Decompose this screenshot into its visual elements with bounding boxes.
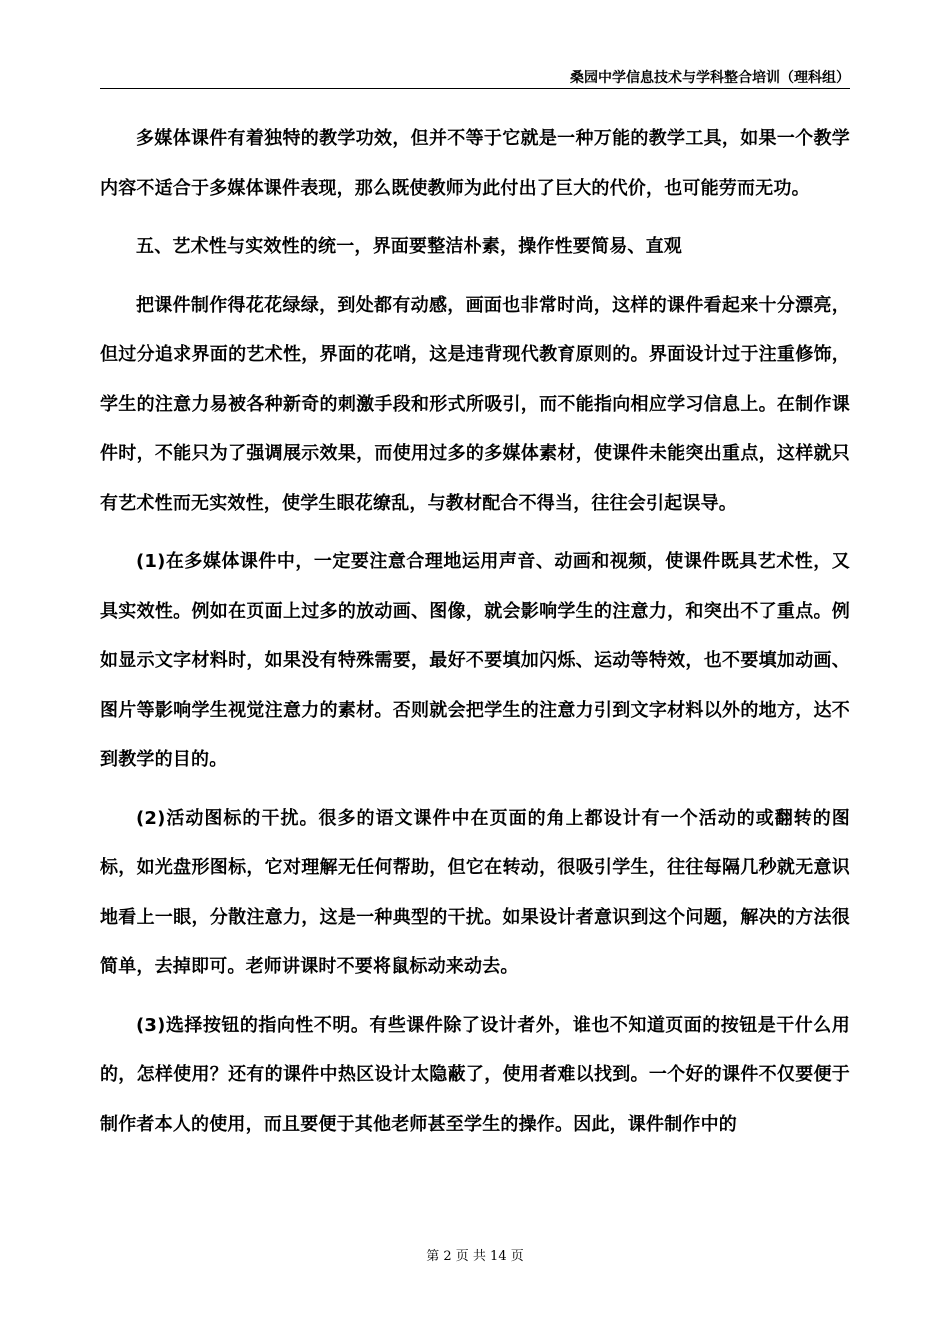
section-heading-5: 五、艺术性与实效性的统一，界面要整洁朴素，操作性要简易、直观 (136, 236, 682, 257)
page-number-footer: 第 2 页 共 14 页 (426, 1249, 524, 1264)
header-divider (100, 88, 850, 89)
paragraph-1: 多媒体课件有着独特的教学功效，但并不等于它就是一种万能的教学工具，如果一个教学内容不适合于多媒体课件表现，那么既使教师为此付出了巨大的代价，也可能劳而无功。 (100, 128, 850, 199)
paragraph-4: (2)活动图标的干扰。很多的语文课件中在页面的角上都设计有一个活动的或翻转的图标，如光盘形图标，它对理解无任何帮助，但它在转动，很吸引学生，往往每隔几秒就无意识地看上一眼，分散注意力，这是一种典型的干扰。如果设计者意识到这个问题，解决的方法很简单，去掉即可。老师讲课时不要将鼠标动来动去。 (100, 807, 850, 977)
paragraph-3: (1)在多媒体课件中，一定要注意合理地运用声音、动画和视频，使课件既具艺术性，又具实效性。例如在页面上过多的放动画、图像，就会影响学生的注意力，和突出不了重点。例如显示文字材料时，如果没有特殊需要，最好不要填加闪烁、运动等特效，也不要填加动画、图片等影响学生视觉注意力的素材。否则就会把学生的注意力引到文字材料以外的地方，达不到教学的目的。 (100, 551, 850, 770)
page-header-title: 桑园中学信息技术与学科整合培训（理科组） (570, 70, 850, 86)
paragraph-5: (3)选择按钮的指向性不明。有些课件除了设计者外，谁也不知道页面的按钮是干什么用的，怎样使用？还有的课件中热区设计太隐蔽了，使用者难以找到。一个好的课件不仅要便于制作者本人的使用，而且要便于其他老师甚至学生的操作。因此，课件制作中的 (100, 1014, 850, 1135)
document-body (100, 114, 850, 1158)
paragraph-2: 把课件制作得花花绿绿，到处都有动感，画面也非常时尚，这样的课件看起来十分漂亮，但过分追求界面的艺术性，界面的花哨，这是违背现代教育原则的。界面设计过于注重修饰，学生的注意力易被各种新奇的刺激手段和形式所吸引，而不能指向相应学习信息上。在制作课件时，不能只为了强调展示效果，而使用过多的多媒体素材，使课件未能突出重点，这样就只有艺术性而无实效性，使学生眼花缭乱，与教材配合不得当，往往会引起误导。 (100, 294, 850, 514)
